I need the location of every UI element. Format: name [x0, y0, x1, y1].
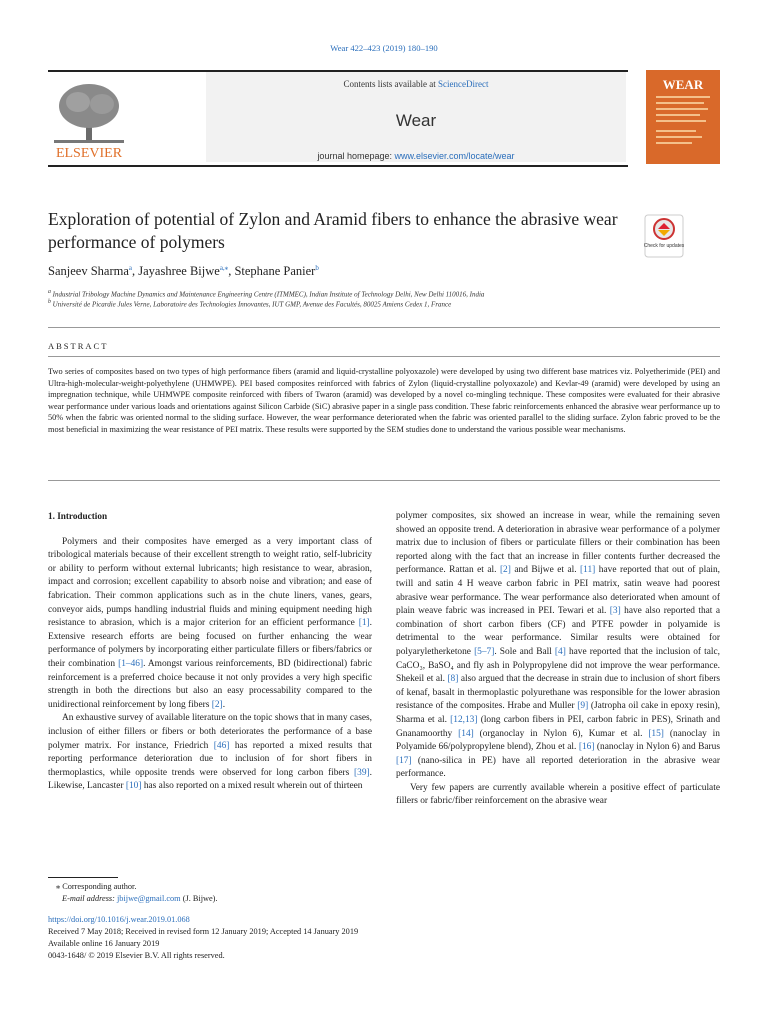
author-name[interactable]: Stephane Panier: [234, 264, 316, 279]
paragraph-text: have also reported that a combination of short carbon fibers (CF) and PTFE powder in polyamide is detrimental to the wear performance. Similar results were obtained for polyaryletherketone: [396, 606, 720, 657]
email-note: [48, 893, 218, 905]
citation-link[interactable]: [15]: [648, 728, 664, 739]
citation-link[interactable]: [8]: [447, 674, 459, 685]
citation-link[interactable]: [3]: [609, 606, 621, 617]
citation-link[interactable]: [2]: [499, 565, 511, 576]
paragraph-text: . Extensive research efforts are being focused on further enhancing the wear performance of polymers by incorporating either particulate fillers or fibers/fabrics or their combination: [48, 618, 372, 669]
homepage-prefix: journal homepage:: [317, 151, 395, 161]
citation-link[interactable]: [5–7]: [474, 646, 495, 657]
paragraph-text: polymer composites, six showed an increase in wear, while the remaining seven showed an opposite trend. A deterioration in abrasive wear performance of a polymer matrix due to inclusion of fibers or particulate fillers or their combination has been reported along with the fact that an increase in filler contents further decreased the performance. Rattan et al.: [396, 511, 720, 576]
email-label: E-mail address:: [62, 894, 117, 903]
doi-link[interactable]: https://doi.org/10.1016/j.wear.2019.01.068: [48, 915, 190, 924]
elsevier-logo-text: ELSEVIER: [55, 146, 123, 161]
crossmark-badge[interactable]: [644, 214, 684, 258]
citation-link[interactable]: [9]: [577, 701, 589, 712]
author-list: Sanjeev Sharma$^a$, Jayashree Bijwe$^{a,⁎}$, Stephane Panier$^b$: [48, 264, 319, 279]
contents-prefix: Contents lists available at: [343, 79, 438, 89]
divider: [48, 480, 720, 481]
paragraph-text: An exhaustive survey of available literature on the topic shows that in many cases, inclusion of either fillers or fibers or both deteriorates the performance of a base polymer matrix. For instance, Friedrich: [48, 713, 372, 751]
email-suffix: (J. Bijwe).: [180, 894, 218, 903]
copyright: 0043-1648/ © 2019 Elsevier B.V. All rights reserved.: [48, 951, 225, 960]
journal-masthead: [48, 70, 628, 167]
citation-link[interactable]: [16]: [578, 742, 595, 753]
affiliation-mark: b: [48, 299, 51, 305]
citation-link[interactable]: [4]: [554, 646, 566, 657]
paragraph-text: have reported that the inclusion of talc, CaCO₃, BaSO₄ and fly ash in Polypropylene did not improve the wear performance. Shekeil et al.: [396, 646, 721, 685]
journal-cover-image: [646, 70, 720, 164]
journal-homepage: [206, 151, 626, 161]
author-name[interactable]: Sanjeev Sharma: [48, 264, 129, 279]
paragraph-text: (nanoclay in Polyamide 66/polypropylene blend), Zhou et al.: [396, 728, 720, 753]
cover-title: WEAR: [662, 77, 704, 92]
corresponding-author-note: ⁎ Corresponding author.: [56, 882, 137, 891]
affiliation-a: [48, 289, 484, 298]
journal-name: Wear: [395, 111, 437, 130]
author-name[interactable]: Jayashree Bijwe: [138, 264, 220, 279]
citation-link[interactable]: [2]: [211, 699, 223, 710]
abstract-heading: ABSTRACT: [48, 341, 109, 351]
paragraph: Very few papers are currently available wherein a positive effect of particulate fillers or fabric/fiber reinforcement on the abrasive wear: [396, 782, 720, 807]
article-title: Exploration of potential of Zylon and Aramid fibers to enhance the abrasive wear performance of polymers: [48, 209, 618, 252]
citation-link[interactable]: [10]: [125, 781, 142, 792]
paragraph-text: . Sole and Ball: [494, 646, 555, 657]
paragraph-text: . Amongst various reinforcements, BD (bidirectional) fabric reinforcement is a preferred choice because it not only provides a very high specific strength in both the directions but also an easy processability compared to the unidirectional reinforcement by long fibers: [48, 658, 373, 710]
publication-info: [48, 914, 358, 962]
paragraph-text: .: [222, 699, 226, 710]
paragraph-text: (organoclay in Nylon 6), Kumar et al.: [473, 728, 649, 739]
paragraph-text: (nano-silica in PE) have all reported deterioration in the abrasive wear performance.: [396, 755, 720, 780]
paragraph-text: has reported a mixed results that reporting performance deterioration due to inclusion of for short fibers in thermoplastics, while opposite trends were observed for long carbon fibers: [48, 740, 372, 778]
citation-link[interactable]: [1]: [358, 618, 370, 629]
paragraph: [48, 536, 372, 713]
available-online: Available online 16 January 2019: [48, 939, 160, 948]
paragraph-text: (Jatropha oil cake in epoxy resin), Sharma et al.: [396, 701, 721, 725]
paragraph-text: also argued that the decrease in strain due to inclusion of short fibers of kenaf, basalt in thermoplastic polyurethane was responsible for the lower abrasion resistance of the composites. Hrabe and Muller: [396, 674, 720, 712]
footnotes: [48, 881, 218, 905]
paragraph-text: (long carbon fibers in PEI, carbon fabric in PES), Srinath and Gnanamoorthy: [396, 714, 721, 739]
contents-line: [206, 79, 626, 89]
paragraph-text: and Bijwe et al.: [510, 565, 581, 576]
divider: [48, 356, 720, 357]
divider: [48, 327, 720, 328]
email-link[interactable]: jbijwe@gmail.com: [117, 894, 181, 903]
footnote-divider: [48, 877, 118, 878]
paragraph-text: . Likewise, Lancaster: [48, 767, 372, 792]
received-dates: Received 7 May 2018; Received in revised form 12 January 2019; Accepted 14 January 2019: [48, 927, 359, 936]
journal-reference-link[interactable]: Wear 422–423 (2019) 180–190: [330, 43, 438, 53]
affiliation-text: Université de Picardie Jules Verne, Laboratoire des Technologies Innovantes, IUT GMP, Avenue des Facultés, 80025 Amiens Cedex 1, France: [52, 300, 452, 309]
homepage-link[interactable]: www.elsevier.com/locate/wear: [394, 151, 515, 161]
citation-link[interactable]: [14]: [458, 728, 474, 739]
affiliation-mark: a: [48, 289, 51, 295]
paragraph: [48, 712, 372, 794]
sciencedirect-link[interactable]: ScienceDirect: [438, 79, 489, 89]
citation-link[interactable]: [46]: [213, 740, 230, 751]
paragraph: [396, 510, 720, 782]
body-right-column: [396, 510, 720, 809]
citation-link[interactable]: [39]: [354, 767, 370, 778]
citation-link[interactable]: [12,13]: [450, 714, 478, 725]
paragraph-text: (nanoclay in Nylon 6) and Barus: [594, 742, 720, 753]
citation-link[interactable]: [1–46]: [118, 658, 144, 669]
author-affiliation-mark[interactable]: a,⁎: [219, 264, 229, 272]
paragraph-text: Polymers and their composites have emerged as a very important class of tribological materials because of their excellent strength to weight ratio, self-lubricity or ability to perform without external lubricants; high resistance to wear, abrasion, impact and corrosion; excellent capability to absorb noise and vibration; and ease of fabrication. Their common applications such as in the chute liners, vanes, gears, conveyor aids, pumps handling industrial fluids and mining equipment needing high resistance to abrasion, which is a major criterion for an efficient performance: [48, 536, 372, 629]
masthead-panel: [206, 72, 626, 162]
paragraph-text: have reported that out of plain, twill and satin 4 H weave carbon fabric in PEI matrix, satin weave had poorest abrasive wear performance. The wear performance also deteriorated when amount of plain weave fabric was increased in PEI. Tewari et al.: [396, 565, 720, 617]
affiliation-b: [48, 299, 451, 308]
citation-link[interactable]: [17]: [396, 755, 412, 766]
paragraph-text: has also reported on a mixed result wherein out of thirteen: [141, 781, 363, 792]
author-affiliation-mark[interactable]: a: [128, 264, 132, 272]
elsevier-logo: [48, 80, 130, 162]
affiliation-text: Industrial Tribology Machine Dynamics and Maintenance Engineering Centre (ITMMEC), Indian Institute of Technology Delhi, New Delhi 110016, India: [52, 290, 485, 299]
section-heading: 1. Introduction: [48, 511, 108, 521]
abstract-text: Two series of composites based on two types of high performance fibers (aramid and liquid-crystalline polyoxazole) were developed by using two different base matrices viz. Polyetherimide (PEI) and Ultra-high-molecular-weight-polyethylene (UHMWPE). PEI based composites reinforced with fabrics of Zylon (liquid-crystalline polyoxazole) and Kevlar-49 (aramid) were developed by using an impregnation technique, while UHMWPE composite reinforced with fibers of Twaron (aramid) was developed by a novel co-mingling technique. These composites were evaluated for their abrasive wear performance under various loads and orientations against Silicon Carbide (SiC) abrasive paper in a single pass condition. These fabric reinforcements enhanced the abrasive wear performance up to 50% when the fabric was oriented normal to the sliding surface. However, the wear performance deteriorated when the fabric was oriented parallel to the sliding surface. Zylon fabric proved to be the most beneficial in maximizing the wear resistance of PEI matrix. These results were supported by the SEM studies done to understand the various possible wear mechanisms.: [48, 367, 720, 434]
citation-link[interactable]: [11]: [580, 565, 596, 576]
crossmark-label: Check for updates: [644, 243, 684, 249]
author-affiliation-mark[interactable]: b: [315, 264, 319, 272]
body-left-column: [48, 510, 372, 794]
